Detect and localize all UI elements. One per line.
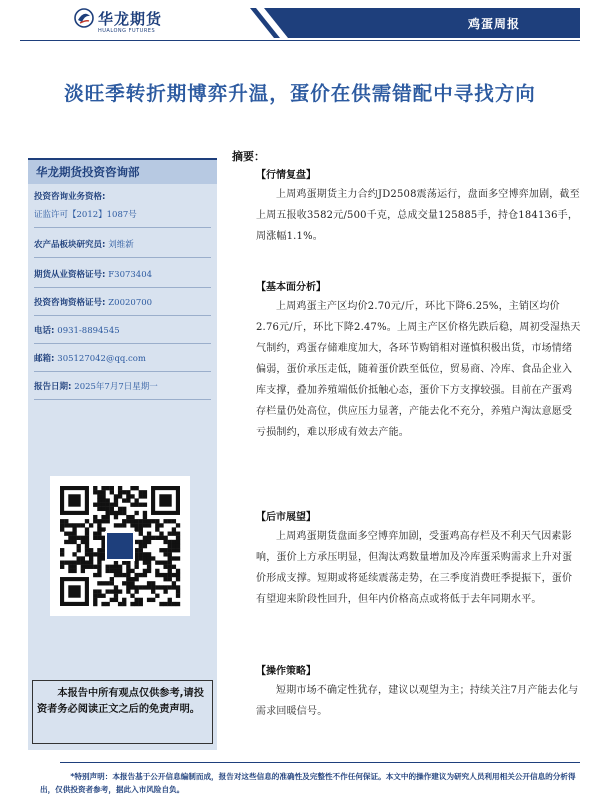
banner-shape bbox=[250, 8, 580, 38]
consult-cert-value: Z0020700 bbox=[108, 298, 153, 308]
consult-cert-label: 投资咨询资格证号: bbox=[34, 298, 106, 308]
email-row bbox=[34, 346, 211, 372]
footer-divider bbox=[60, 762, 580, 763]
researcher-row bbox=[34, 234, 211, 258]
phone-row bbox=[34, 318, 211, 344]
report-date-label: 报告日期: bbox=[34, 382, 72, 392]
section-text-fundamentals: 上周鸡蛋主产区均价2.70元/斤，环比下降6.25%，主销区均价2.76元/斤，环比下降2.47%。上周主产区价格先跌后稳，周初受湿热天气制约，鸡蛋存储难度加大，各环节购销相对谨慎积极出货，市场情绪偏弱，蛋价承压走低，随着蛋价跌至低位，贸易商、冷库、食品企业入库支撑，叠加养殖端低价抵触心态，蛋价下方支撑较强。目前在产蛋鸡存栏量仍处高位，供应压力显著，产能去化不充分，养殖户淘汰意愿受亏损制约，难以形成有效去产能。 bbox=[256, 301, 581, 438]
practice-cert-label: 期货从业资格证号: bbox=[34, 270, 106, 280]
section-title-fundamentals: 【基本面分析】 bbox=[256, 282, 326, 293]
report-date-row bbox=[34, 374, 211, 400]
email-value: 305127042@qq.com bbox=[57, 354, 146, 364]
qr-code-icon bbox=[50, 476, 190, 616]
consult-cert-row bbox=[34, 290, 211, 316]
researcher-label: 农产品板块研究员: bbox=[34, 240, 106, 250]
qualification-value: 证监许可【2012】1087号 bbox=[34, 210, 137, 220]
section-text-strategy: 短期市场不确定性犹存，建议以观望为主；持续关注7月产能去化与需求回暖信号。 bbox=[256, 685, 579, 717]
report-type-label: 鸡蛋周报 bbox=[467, 17, 520, 31]
section-title-strategy: 【操作策略】 bbox=[256, 666, 316, 677]
summary-title: 摘要： bbox=[232, 150, 265, 163]
email-label: 邮箱: bbox=[34, 354, 55, 364]
brand-logo bbox=[74, 6, 184, 38]
section-title-market-review: 【行情复盘】 bbox=[256, 170, 316, 181]
hualong-logo-icon bbox=[74, 8, 94, 28]
researcher-value: 刘维新 bbox=[108, 240, 134, 250]
phone-value: 0931-8894545 bbox=[57, 326, 120, 336]
report-date-value: 2025年7月7日星期一 bbox=[74, 382, 158, 392]
sidebar-header bbox=[28, 158, 217, 184]
page-title: 淡旺季转折期博弈升温，蛋价在供需错配中寻找方向 bbox=[64, 82, 536, 105]
brand-name-en: HUALONG FUTURES bbox=[98, 28, 156, 34]
department-name: 华龙期货投资咨询部 bbox=[36, 165, 140, 179]
practice-cert-value: F3073404 bbox=[108, 270, 153, 280]
qualification-label: 投资咨询业务资格: bbox=[34, 192, 106, 202]
section-text-market-review: 上周鸡蛋期货主力合约JD2508震荡运行，盘面多空博弈加剧，截至上周五报收3582元/500千克，总成交量125885手，持仓184136手，周涨幅1.1%。 bbox=[256, 189, 580, 242]
section-text-outlook: 上周鸡蛋期货盘面多空博弈加剧，受蛋鸡高存栏及不利天气因素影响，蛋价上方承压明显，但淘汰鸡数量增加及冷库蛋采购需求上升对蛋价形成支撑。短期或将延续震荡走势，在三季度消费旺季提振下，蛋价有望迎来阶段性回升，但年内价格高点或将低于去年同期水平。 bbox=[256, 531, 573, 605]
practice-cert-row bbox=[34, 262, 211, 288]
footer-notice: *特别声明：本报告基于公开信息编制而成，报告对这些信息的准确性及完整性不作任何保证。本文中的操作建议为研究人员利用相关公开信息的分析得出，仅供投资者参考，据此入市风险自负。 bbox=[40, 772, 576, 794]
phone-label: 电话: bbox=[34, 326, 55, 336]
qualification-row bbox=[34, 190, 211, 228]
section-title-outlook: 【后市展望】 bbox=[256, 512, 316, 523]
qr-code-graphic bbox=[50, 476, 190, 616]
disclaimer-text: 本报告中所有观点仅供参考,请投资者务必阅读正文之后的免责声明。 bbox=[37, 688, 204, 715]
disclaimer-box bbox=[32, 680, 213, 744]
header-divider bbox=[20, 40, 580, 41]
analyst-info-sidebar bbox=[28, 158, 217, 750]
brand-name: 华龙期货 bbox=[98, 10, 163, 28]
report-type-banner bbox=[250, 8, 580, 38]
